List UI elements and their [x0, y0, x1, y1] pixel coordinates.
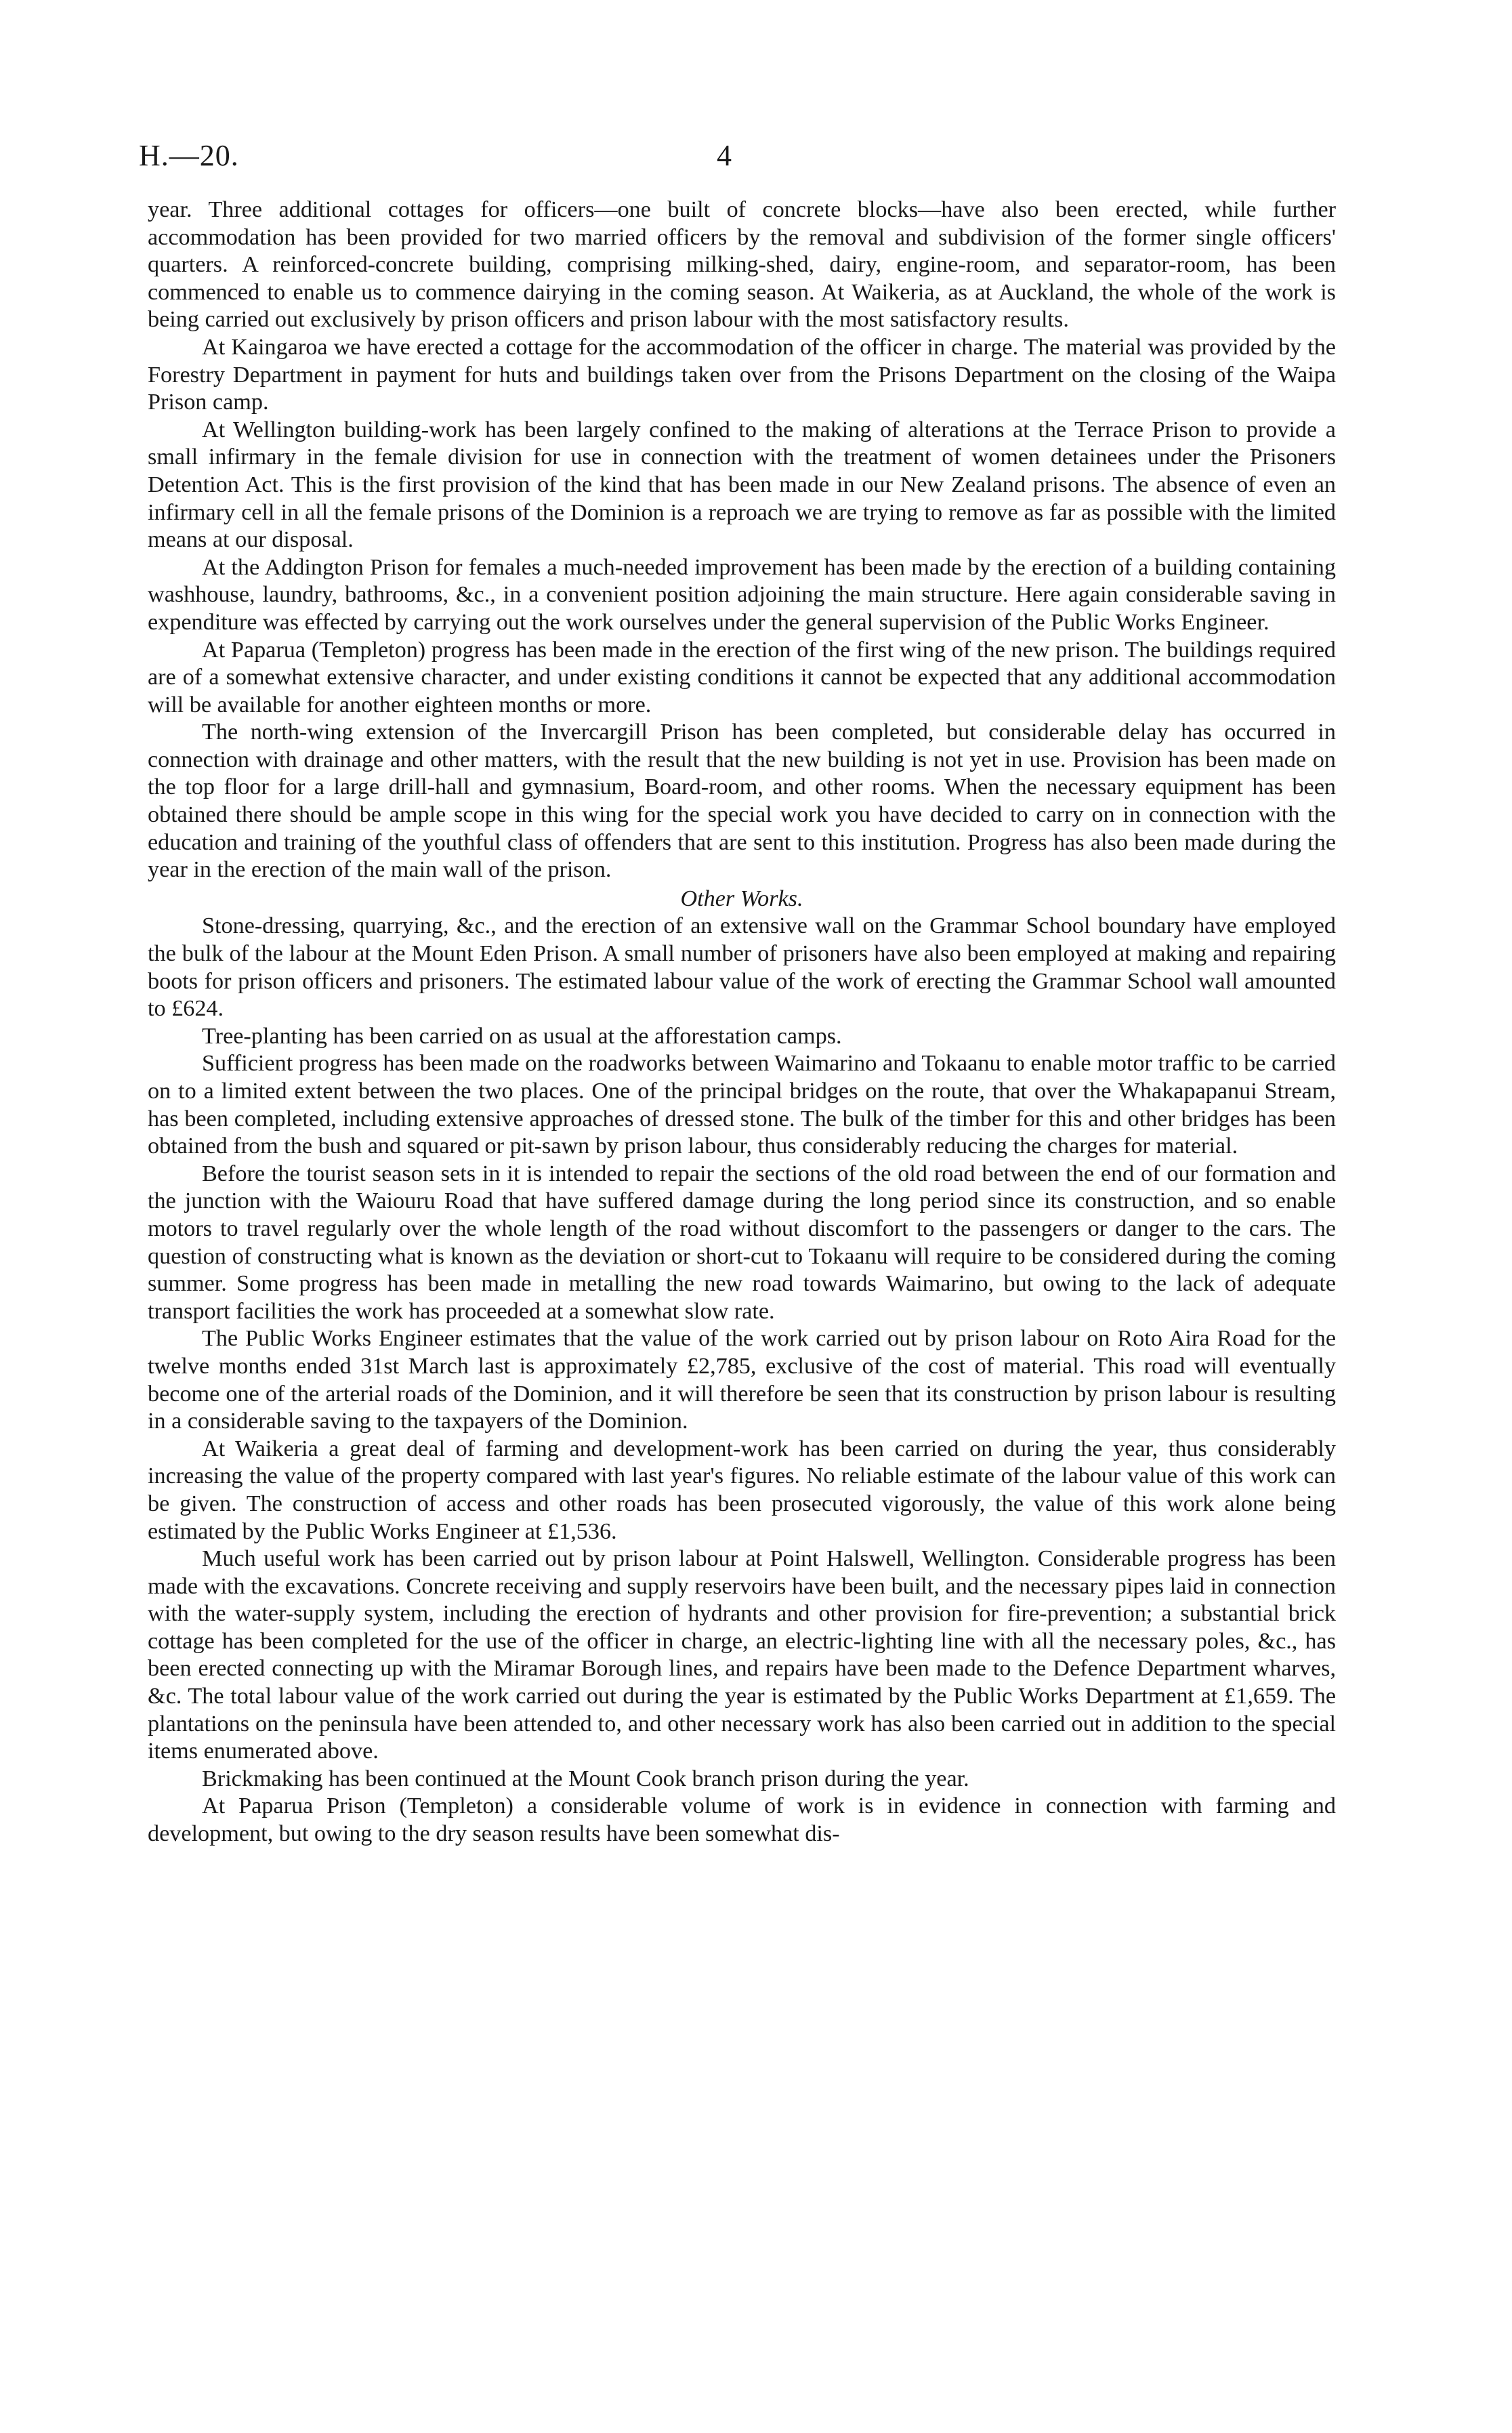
page-header [139, 138, 1358, 179]
paragraph: At the Addington Prison for females a much-needed improvement has been made by the erection of a building containing washhouse, laundry, bathrooms, &c., in a convenient position adjoining the main structure. Here again considerable saving in expenditure was effected by carrying out the work ourselves under the general supervision of the Public Works Engineer. [148, 554, 1336, 635]
paragraph: At Paparua Prison (Templeton) a considerable volume of work is in evidence in connection with farming and development, but owing to the dry season results have been somewhat dis- [148, 1793, 1336, 1847]
paragraph: Stone-dressing, quarrying, &c., and the erection of an extensive wall on the Grammar School boundary have employed the bulk of the labour at the Mount Eden Prison. A small number of prisoners have also been employed at making and repairing boots for prison officers and prisoners. The estimated labour value of the work of erecting the Grammar School wall amounted to £624. [148, 913, 1336, 1022]
paragraph: The Public Works Engineer estimates that the value of the work carried out by prison labour on Roto Aira Road for the twelve months ended 31st March last is approximately £2,785, exclusive of the cost of material. This road will eventually become one of the arterial roads of the Dominion, and it will therefore be seen that its construction by prison labour is resulting in a considerable saving to the taxpayers of the Dominion. [148, 1326, 1336, 1434]
paragraph: At Waikeria a great deal of farming and development-work has been carried on during the year, thus considerably increasing the value of the property compared with last year's figures. No reliable estimate of the labour value of this work can be given. The construction of access and other roads has been prosecuted vigorously, the value of this work alone being estimated by the Public Works Engineer at £1,536. [148, 1436, 1336, 1544]
paragraph: Tree-planting has been carried on as usual at the afforestation camps. [202, 1023, 842, 1049]
section-heading: Other Works. [680, 886, 803, 911]
paragraph: Before the tourist season sets in it is intended to repair the sections of the old road between the end of our formation and the junction with the Waiouru Road that have suffered damage during the long period since its construction, and so enable motors to travel regularly over the whole length of the road without discomfort to the passengers or danger to the cars. The question of constructing what is known as the deviation or short-cut to Tokaanu will require to be considered during the coming summer. Some progress has been made in metalling the new road towards Waimarino, but owing to the lack of adequate transport facilities the work has proceeded at a somewhat slow rate. [148, 1161, 1336, 1324]
paragraph: At Paparua (Templeton) progress has been made in the erection of the first wing of the new prison. The buildings required are of a somewhat extensive character, and under existing conditions it cannot be expected that any additional accommodation will be available for another eighteen months or more. [148, 637, 1336, 718]
paragraph: The north-wing extension of the Invercargill Prison has been completed, but considerable delay has occurred in connection with drainage and other matters, with the result that the new building is not yet in use. Provision has been made on the top floor for a large drill-hall and gymnasium, Board-room, and other rooms. When the necessary equipment has been obtained there should be ample scope in this wing for the special work you have decided to carry on in connection with the education and training of the youthful class of offenders that are sent to this institution. Progress has also been made during the year in the erection of the main wall of the prison. [148, 720, 1336, 883]
paragraph: Brickmaking has been continued at the Mount Cook branch prison during the year. [202, 1766, 969, 1791]
paragraph: At Kaingaroa we have erected a cottage for the accommodation of the officer in charge. The material was provided by the Forestry Department in payment for huts and buildings taken over from the Prisons Department on the closing of the Waipa Prison camp. [148, 334, 1336, 415]
paragraph: year. Three additional cottages for officers—one built of concrete blocks—have also been erected, while further accommodation has been provided for two married officers by the removal and subdivision of the former single officers' quarters. A reinforced-concrete building, comprising milking-shed, dairy, engine-room, and separator-room, has been commenced to enable us to commence dairying in the coming season. At Waikeria, as at Auckland, the whole of the work is being carried out exclusively by prison officers and prison labour with the most satisfactory results. [148, 197, 1336, 333]
paragraph: Much useful work has been carried out by prison labour at Point Halswell, Wellington. Considerable progress has been made with the excavations. Concrete receiving and supply reservoirs have been built, and the necessary pipes laid in connection with the water-supply system, including the erection of hydrants and other provision for fire-prevention; a substantial brick cottage has been completed for the use of the officer in charge, an electric-lighting line with all the necessary poles, &c., has been erected connecting up with the Miramar Borough lines, and repairs have been made to the Defence Department wharves, &c. The total labour value of the work carried out during the year is estimated by the Public Works Department at £1,659. The plantations on the peninsula have been attended to, and other necessary work has also been carried out in addition to the special items enumerated above. [148, 1546, 1336, 1764]
body-text [148, 196, 1336, 1848]
document-reference: H.—20. [139, 139, 239, 172]
paragraph: Sufficient progress has been made on the roadworks between Waimarino and Tokaanu to enable motor traffic to be carried on to a limited extent between the two places. One of the principal bridges on the route, that over the Whakapapanui Stream, has been completed, including extensive approaches of dressed stone. The bulk of the timber for this and other bridges has been obtained from the bush and squared or pit-sawn by prison labour, thus considerably reducing the charges for material. [148, 1051, 1336, 1159]
paragraph: At Wellington building-work has been largely confined to the making of alterations at the Terrace Prison to provide a small infirmary in the female division for use in connection with the treatment of women detainees under the Prisoners Detention Act. This is the first provision of the kind that has been made in our New Zealand prisons. The absence of even an infirmary cell in all the female prisons of the Dominion is a reproach we are trying to remove as far as possible with the limited means at our disposal. [148, 417, 1336, 553]
page-number: 4 [717, 139, 732, 172]
